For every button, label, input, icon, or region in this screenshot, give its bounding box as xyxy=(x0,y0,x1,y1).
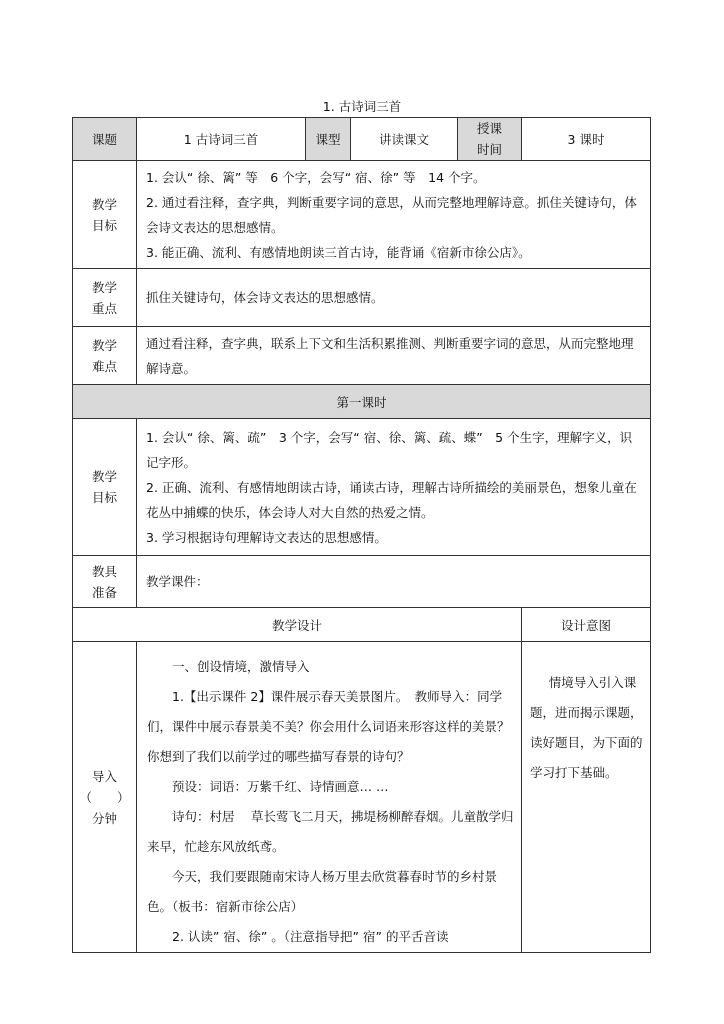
period-goal-line: 1. 会认“ 徐、篱、疏” 3 个字，会写“ 宿、徐、篱、疏、蝶” 5 个生字，理解字义，识记字形。 xyxy=(146,429,633,470)
goal-line: 3. 能正确、流利、有感情地朗读三首古诗，能背诵《宿新市徐公店》。 xyxy=(146,244,531,260)
key-points-row xyxy=(73,269,651,327)
goals-row xyxy=(73,161,651,269)
difficulties-label-2: 难点 xyxy=(91,358,117,374)
intro-content xyxy=(137,642,522,953)
lesson-value: 1 古诗词三首 xyxy=(137,118,306,161)
lesson-plan-table xyxy=(72,117,651,953)
period-goals-label xyxy=(73,419,137,556)
difficulties-content: 通过看注释，查字典，联系上下文和生活积累推测、判断重要字词的意思，从而完整地理解诗意。 xyxy=(137,327,651,385)
hours-value: 3 课时 xyxy=(522,118,651,161)
materials-label-2: 准备 xyxy=(91,584,117,600)
key-points-label-1: 教学 xyxy=(91,279,117,295)
difficulties-row xyxy=(73,327,651,385)
period-goal-line: 2. 正确、流利、有感情地朗读古诗，诵读古诗，理解古诗所描绘的美丽景色，想象儿童在花丛中捕蝶的快乐，体会诗人对大自然的热爱之情。 xyxy=(146,479,637,520)
type-value: 讲读课文 xyxy=(351,118,458,161)
materials-label xyxy=(73,556,137,608)
key-points-label xyxy=(73,269,137,327)
key-points-content: 抓住关键诗句，体会诗文表达的思想感情。 xyxy=(137,269,651,327)
goals-label xyxy=(73,161,137,269)
key-points-label-2: 重点 xyxy=(91,300,117,316)
difficulties-label xyxy=(73,327,137,385)
type-label: 课型 xyxy=(306,118,351,161)
goals-label-2: 目标 xyxy=(91,217,117,233)
goal-line: 2. 通过看注释，查字典，判断重要字词的意思，从而完整地理解诗意。抓住关键诗句，体会诗文表达的思想感情。 xyxy=(146,194,637,235)
difficulties-label-1: 教学 xyxy=(91,337,117,353)
design-header-row xyxy=(73,608,651,642)
goals-label-1: 教学 xyxy=(91,196,117,212)
intro-label-1: 导入 xyxy=(91,768,117,784)
materials-row xyxy=(73,556,651,608)
design-header: 教学设计 xyxy=(73,608,522,642)
intro-heading: 一、创设情境，激情导入 xyxy=(172,659,310,674)
period-goal-line: 3. 学习根据诗句理解诗文表达的思想感情。 xyxy=(146,529,387,545)
intro-preset: 预设：词语：万紫千红、诗情画意… … xyxy=(172,779,389,794)
goal-line: 1. 会认“ 徐、篱” 等 6 个字，会写“ 宿、徐” 等 14 个字。 xyxy=(146,169,486,185)
hours-label-1: 授课 xyxy=(476,121,502,136)
lesson-label: 课题 xyxy=(73,118,137,161)
period-goals-row xyxy=(73,419,651,556)
intro-intent: 情境导入引入课题，进而揭示课题，读好题目，为下面的学习打下基础。 xyxy=(522,642,651,953)
section-title: 第一课时 xyxy=(73,385,651,419)
hours-label xyxy=(458,118,522,161)
page-title: 1. 古诗词三首 xyxy=(322,99,402,114)
intro-label xyxy=(73,642,137,953)
intro-label-3: 分钟 xyxy=(91,810,117,826)
intro-label-2: （ ） xyxy=(79,789,130,805)
period-goals-label-1: 教学 xyxy=(91,469,117,484)
period-goals-label-2: 目标 xyxy=(91,490,117,505)
period-goals-content xyxy=(137,419,651,556)
intent-header: 设计意图 xyxy=(522,608,651,642)
hours-label-2: 时间 xyxy=(476,142,502,157)
intro-step-1: 1.【出示课件 2】课件展示春天美景图片。 教师导入：同学们，课件中展示春景美不美？你会用什么词语来形容这样的美景？你想到了我们以前学过的哪些描写春景的诗句？ xyxy=(147,689,510,764)
materials-content: 教学课件： xyxy=(137,556,651,608)
section-row xyxy=(73,385,651,419)
intro-poem: 诗句：村居 草长莺飞二月天，拂堤杨柳醉春烟。儿童散学归来早，忙趁东风放纸鸢。 xyxy=(147,809,514,854)
goals-content xyxy=(137,161,651,269)
intro-row xyxy=(73,642,651,953)
materials-label-1: 教具 xyxy=(91,563,117,579)
intro-step-2: 2. 认读” 宿、徐” 。（注意指导把” 宿” 的平舌音读 xyxy=(172,929,449,944)
intro-today: 今天，我们要跟随南宋诗人杨万里去欣赏暮春时节的乡村景色。（板书：宿新市徐公店） xyxy=(147,869,498,914)
header-row xyxy=(73,118,651,161)
